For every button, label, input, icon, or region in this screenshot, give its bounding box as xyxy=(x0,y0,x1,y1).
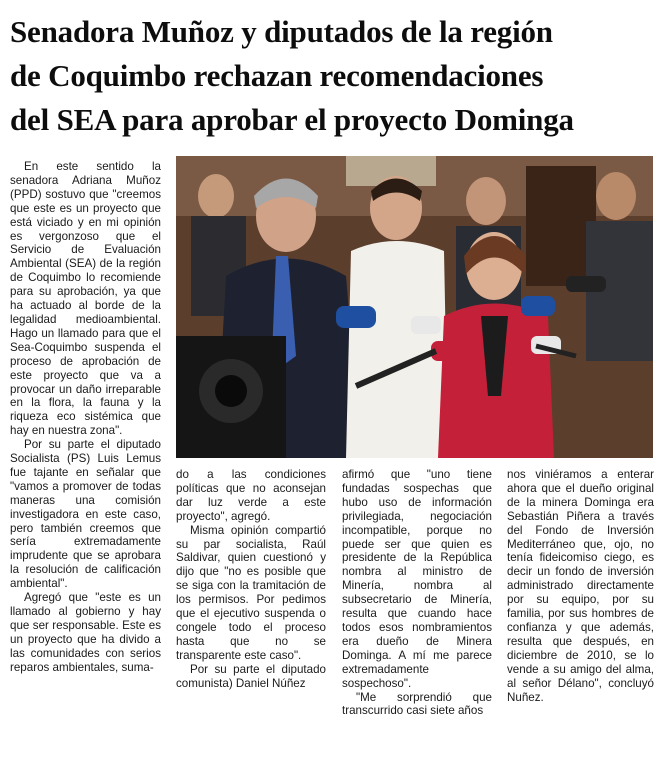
paragraph: Agregó que "este es un llamado al gobierno y hay que ser responsable. Este es un proyecto que ha divido a las comunidades con serios reparos ambientales, suma- xyxy=(10,591,161,674)
headline-line-2: de Coquimbo rechazan recomendaciones xyxy=(10,58,544,93)
article-column-3 xyxy=(342,468,492,718)
headline-line-1: Senadora Muñoz y diputados de la región xyxy=(10,14,553,49)
press-conference-photo xyxy=(176,156,653,458)
paragraph: Por su parte el diputado Socialista (PS) Luis Lemus fue tajante en señalar que "vamos a promover de todas maneras una comisión investigadora en este caso, pero también creemos que sería extremadamente imprudente que se aprobara la resolución de calificación ambiental". xyxy=(10,438,161,591)
paragraph: afirmó que "uno tiene fundadas sospechas que hubo uso de información privilegiada, negociación incompatible, porque no puede ser que quien es presidente de la República nombra al ministro de Minería, nombra al subsecretario de Minería, resulta que cuando hace todos esos nombramientos era dueño de Minera Dominga. A mí me parece extremadamente sospechoso". xyxy=(342,468,492,690)
paragraph: "Me sorprendió que transcurrido casi siete años xyxy=(342,690,492,718)
paragraph: nos viniéramos a enterar ahora que el dueño original de la minera Dominga era Sebastián Piñera a través del Fondo de Inversión Mediterráneo que, ojo, no tenía fideicomiso ciego, es decir un fondo de inversión administrado directamente por su equipo, por su familia, por sus hombres de confianza y que además, resulta que después, en diciembre de 2010, se lo vende a su amigo del alma, al señor Délano", concluyó Nuñez. xyxy=(507,468,654,704)
paragraph: Por su parte el diputado comunista) Daniel Núñez xyxy=(176,662,326,690)
article-column-2 xyxy=(176,468,326,691)
paragraph: Misma opinión compartió su par socialista, Raúl Saldivar, quien cuestionó y dijo que "no es posible que se siga con la tramitación de los permisos. Por pedimos que el ejecutivo suspenda o congele todo el proceso hasta que no se transparente este caso". xyxy=(176,523,326,662)
article-column-1 xyxy=(10,160,161,675)
photo-illustration xyxy=(176,156,653,458)
paragraph: do a las condiciones políticas que no aconsejan dar luz verde a este proyecto", agregó. xyxy=(176,468,326,523)
article-column-4 xyxy=(507,468,654,704)
headline-line-3: del SEA para aprobar el proyecto Dominga xyxy=(10,102,574,137)
headline xyxy=(10,10,660,142)
paragraph: En este sentido la senadora Adriana Muñoz (PPD) sostuvo que "creemos que este es un proyecto que está viciado y en mi opinión es vergonzoso que el Servicio de Evaluación Ambiental (SEA) de la región de Coquimbo lo recomiende para su aprobación, ya que ha actuado al borde de la legalidad medioambiental. Hago un llamado para que el Sea-Coquimbo suspenda el proceso de aprobación de este proyecto que va a provocar un daño irreparable en la flora, la fauna y la riqueza eco sistémica que hay en nuestra zona". xyxy=(10,160,161,438)
